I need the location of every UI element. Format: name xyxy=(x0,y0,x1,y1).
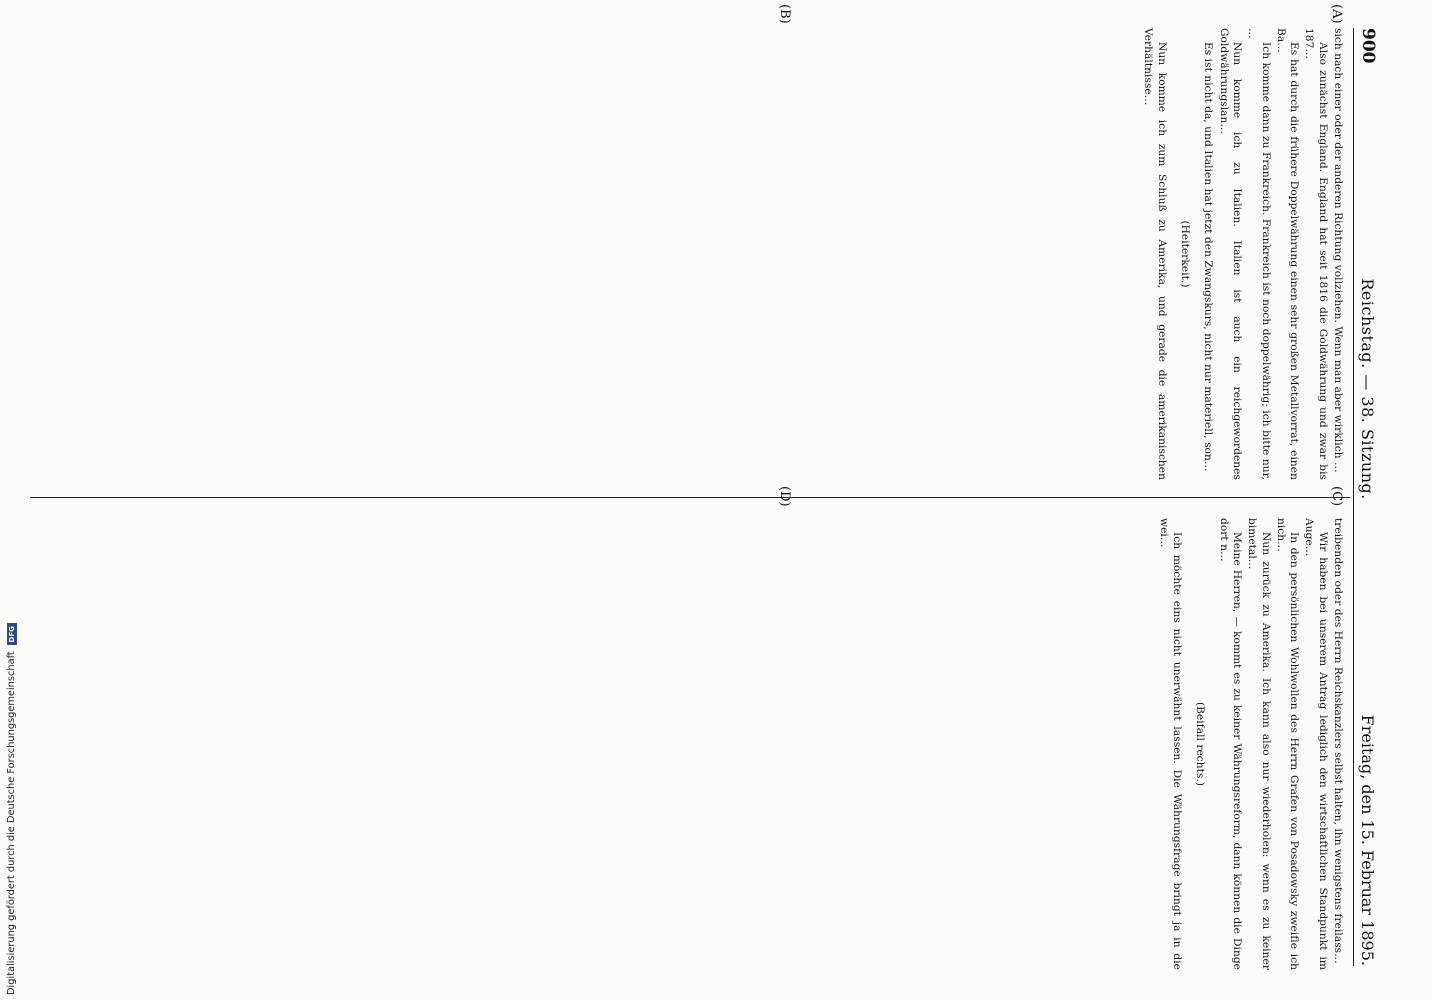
paragraph: Nun zurück zu Amerika. Ich kann also nur wiederholen: wenn es zu keiner bimetal… xyxy=(1246,518,1272,970)
interjection: (Beifall rechts.) xyxy=(1194,701,1207,787)
page-date: Freitag, den 15. Februar 1895. xyxy=(1358,714,1377,966)
paragraph: Es hat durch die frühere Doppelwährung einen sehr großen Metallvorrat, einen Ba… xyxy=(1274,28,1301,480)
left-column xyxy=(1139,28,1344,480)
paragraph: Ich möchte eins nicht unerwähnt lassen. Die Währungsfrage bringt ja in die wei… xyxy=(1157,518,1184,970)
paragraph: sich nach einer oder der anderen Richtung vollziehen. Wenn man aber wirklich … xyxy=(1332,28,1344,473)
right-column xyxy=(1154,518,1344,970)
margin-marker-a: (A) xyxy=(1329,4,1344,24)
paragraph: Es ist nicht da, und Italien hat jetzt den Zwangskurs, nicht nur materiell, son… xyxy=(1202,42,1215,472)
digitization-credit xyxy=(6,623,17,995)
paragraph: Ich komme dann zu Frankreich. Frankreich ist noch doppelwährig; ich bitte nur, … xyxy=(1246,28,1272,480)
paragraph: Meine Herren, — kommt es zu keiner Währungsreform, dann können die Dinge dort n… xyxy=(1217,518,1243,970)
paragraph: Wir haben bei unserem Antrag lediglich den wirtschaftlichen Standpunkt im Auge… xyxy=(1303,518,1329,970)
interjection: (Heiterkeit.) xyxy=(1179,220,1192,288)
page-number: 900 xyxy=(1358,28,1378,64)
credit-text: Digitalisierung gefördert durch die Deutsche Forschungsgemeinschaft xyxy=(6,651,17,995)
paragraph: treibenden oder des Herrn Reichskanzlers selbst halten, ihn wenigstens freilass… xyxy=(1332,518,1344,964)
margin-marker-b: (B) xyxy=(777,4,792,24)
paragraph: Nun komme ich zu Italien. Italien ist auch ein reichgewordenes Goldwährungslan… xyxy=(1217,28,1243,480)
paragraph: In den persönlichen Wohlwollen des Herrn Grafen von Posadowsky zweifle ich nich… xyxy=(1274,518,1301,970)
paragraph: Also zunächst England. England hat seit 1816 die Goldwährung und zwar bis 187… xyxy=(1303,28,1329,480)
paragraph: Nun komme ich zum Schluß zu Amerika, und gerade die amerikanischen Verhältnisse… xyxy=(1142,28,1168,480)
page-header xyxy=(1353,28,1392,966)
page-title: Reichstag. — 38. Sitzung. xyxy=(1358,278,1377,500)
dfg-logo-icon: DFG xyxy=(7,623,17,645)
column-divider xyxy=(30,497,1350,498)
